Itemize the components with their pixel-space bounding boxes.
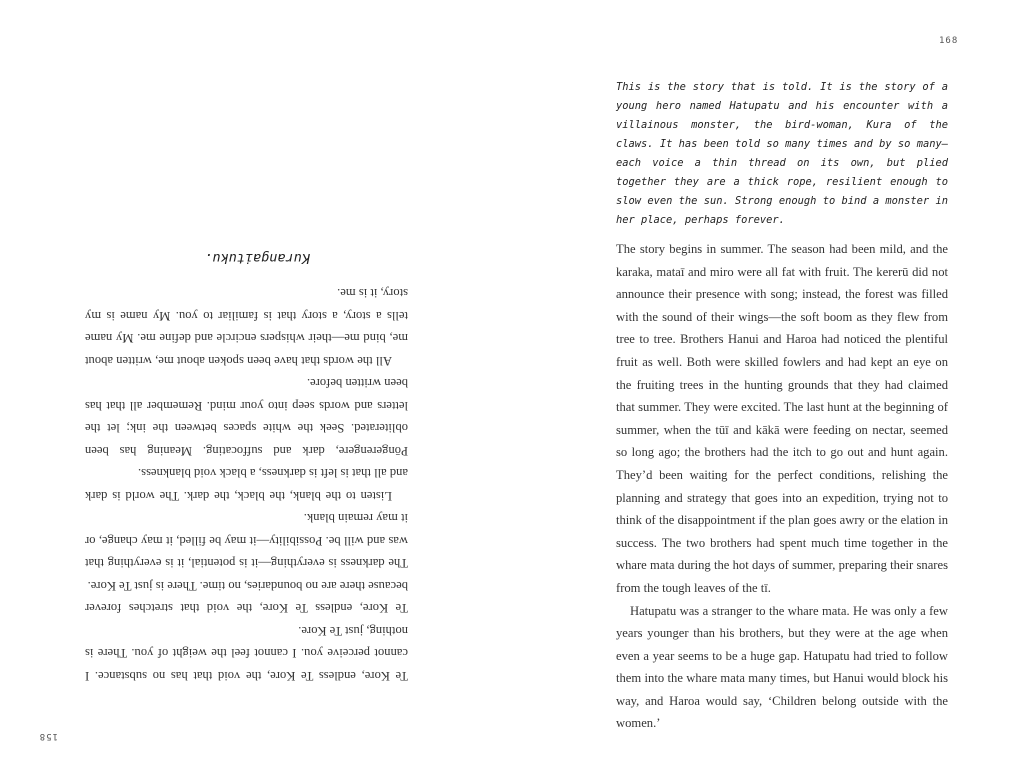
left-paragraph: Listen to the blank, the black, the dark. The world is dark and all that is left is darkness, a black void blankness. bbox=[85, 466, 408, 503]
left-paragraph: Te Kore, endless Te Kore, the void that has no substance. I cannot perceive you. I cannot feel the weight of you. There is nothing, just Te Kore. bbox=[85, 624, 408, 683]
right-page-body bbox=[616, 238, 948, 735]
left-paragraph: The darkness is everything—it is potential, it is everything that was and will be. Possibility—it may be filled, it may change, or it may remain blank. bbox=[85, 511, 408, 571]
right-paragraph: The story begins in summer. The season had been mild, and the karaka, mataī and miro were all fat with fruit. The kererū did not announce their presence with song; instead, the forest was filled with the sound of their wings—the soft boom as they flew from tree to tree. Brothers Hanui and Haroa had noticed the plentiful fruit as well. Both were skilled fowlers and had kept an eye on the fruiting trees in the hunting grounds that they had claimed that summer. They were excited. The last hunt at the beginning of summer, when the tūī and kākā were feeding on nectar, seemed so long ago; the brothers had the itch to go out and hunt again. They’d been waiting for the perfect conditions, relishing the planning and strategy that goes into an expedition, trying not to think of the disappointment if the plan goes awry or the elation in success. The two brothers had spent much time together in the whare mata during the hot days of summer, preparing their snares from the tough leaves of the tī. bbox=[616, 242, 948, 595]
left-paragraph: All the words that have been spoken about me, written about me, bind me—their whispers encircle and define me. My name tells a story, a story that is familiar to you. My name is my story, it is me. bbox=[85, 286, 408, 368]
left-page-title: Kurangaituku. bbox=[204, 250, 310, 266]
right-page bbox=[512, 0, 1024, 771]
intro-passage bbox=[616, 78, 948, 230]
right-page-number: 168 bbox=[939, 36, 959, 46]
intro-paragraph: This is the story that is told. It is the story of a young hero named Hatupatu and his encounter with a villainous monster, the bird-woman, Kura of the claws. It has been told so many times and by so many—each voice a thin thread on its own, but plied together they are a thick rope, resilient enough to slow even the sun. Strong enough to bind a monster in her place, perhaps forever. bbox=[616, 81, 948, 226]
left-paragraph: Te Kore, endless Te Kore, the void that stretches forever because there are no boundaries, no time. There is just Te Kore. bbox=[85, 579, 408, 616]
left-paragraph: Pōngerengere, dark and suffocating. Meaning has been obliterated. Seek the white spaces between the ink; let the letters and words seep into your mind. Remember all that has been written before. bbox=[85, 376, 408, 458]
right-paragraph: Hatupatu was a stranger to the whare mata. He was only a few years younger than his brothers, but they were at the age when even a year seems to be a huge gap. Hatupatu had tried to follow them into the whare mata many times, but Hanui would block his way, and Haroa would say, ‘Children belong outside with the women.’ bbox=[616, 603, 948, 731]
left-page-body bbox=[85, 282, 408, 687]
left-page-number: 158 bbox=[38, 731, 58, 741]
